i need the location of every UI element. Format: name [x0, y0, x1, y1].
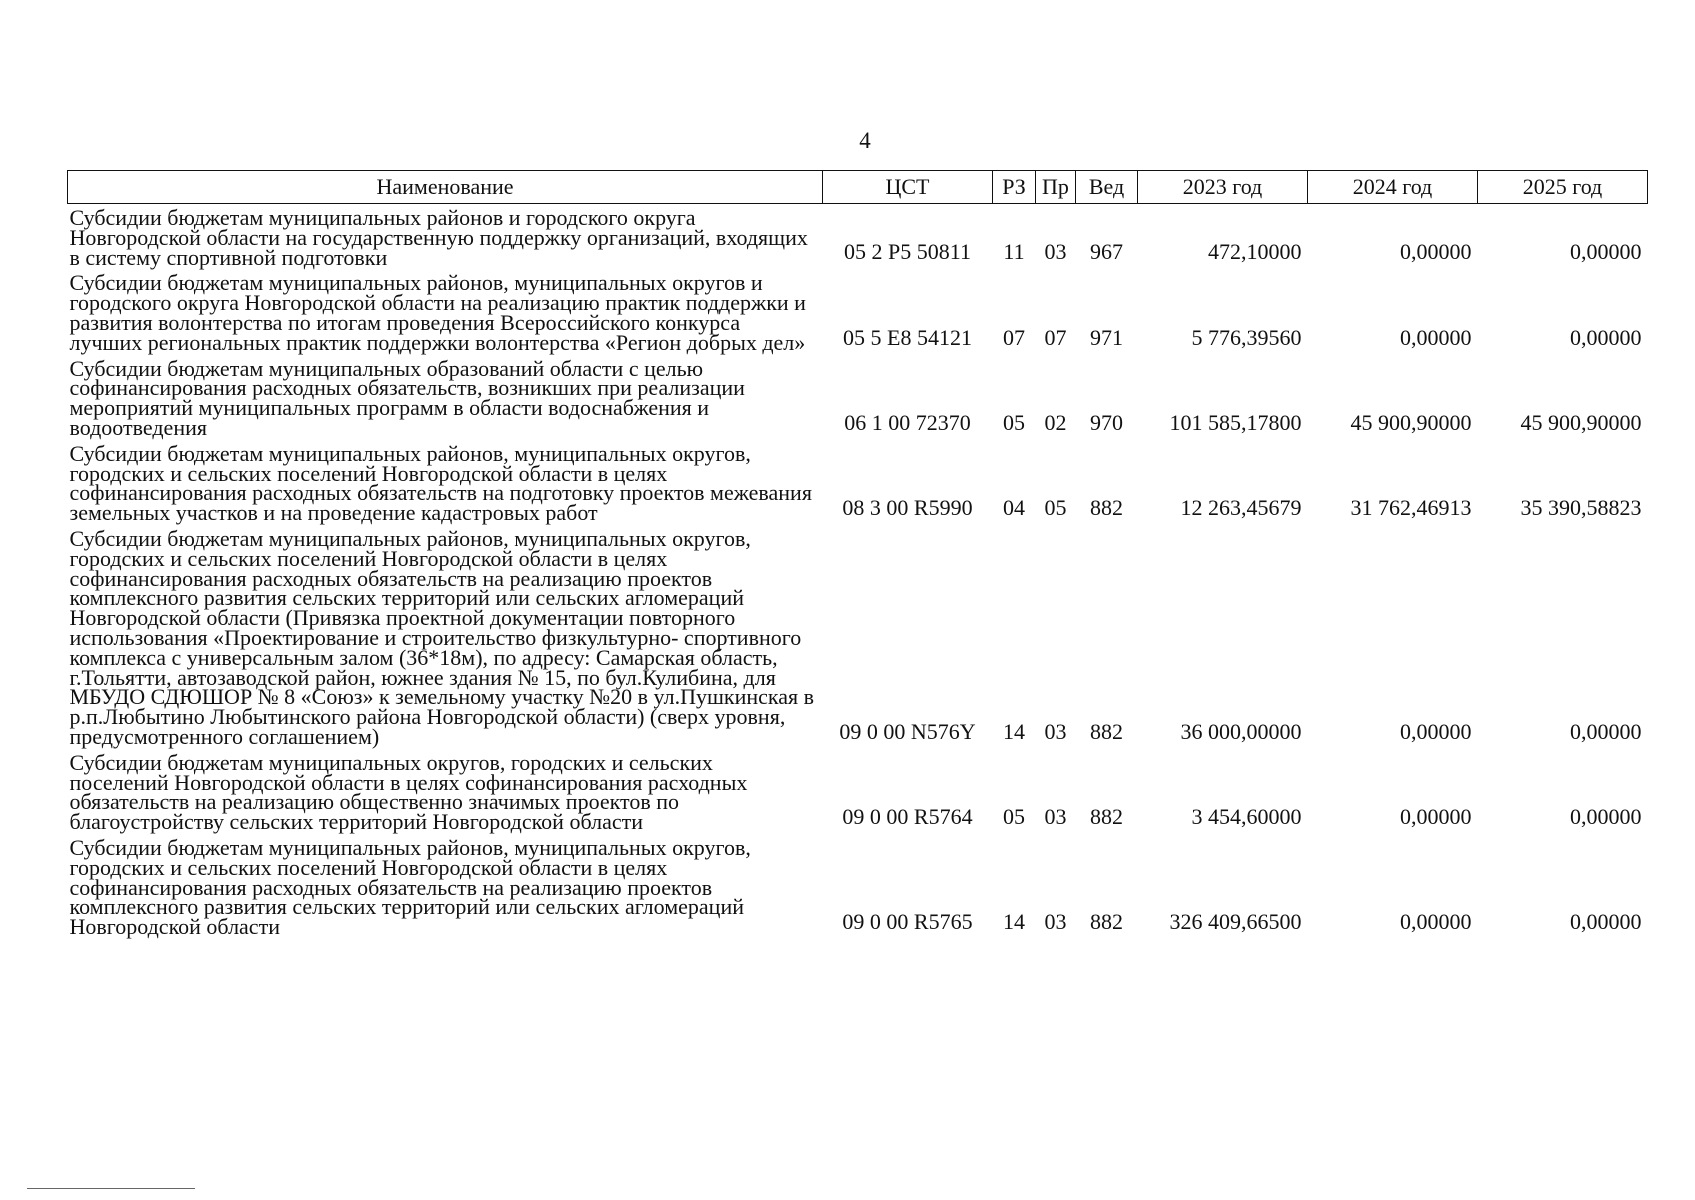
row-ved: 882 [1090, 803, 1123, 829]
header-2024: 2024 год [1308, 171, 1478, 204]
table-row [68, 269, 1648, 354]
row-ved: 882 [1090, 718, 1123, 744]
row-ved: 882 [1090, 494, 1123, 520]
row-name: Субсидии бюджетам муниципальных районов, муниципальных округов и городского округа Новгородской области на реализацию практик поддержки и развития волонтерства по итогам проведения Всероссийского конкурса лучших региональных практик поддержки волонтерства «Регион добрых дел» [69, 270, 806, 355]
row-2024: 0,00000 [1400, 803, 1472, 829]
row-name: Субсидии бюджетам муниципальных образований области с целью софинансирования расходных обязательств, возникших при реализации мероприятий муниципальных программ в области водоснабжения и водоотведения [69, 355, 745, 440]
row-rz: 11 [1003, 239, 1025, 265]
table-row [68, 749, 1648, 834]
row-2025: 0,00000 [1570, 908, 1642, 934]
row-rz: 14 [1003, 718, 1025, 744]
row-pr: 02 [1044, 409, 1067, 435]
row-2025: 0,00000 [1570, 239, 1642, 265]
row-2024: 31 762,46913 [1350, 494, 1472, 520]
row-2023: 3 454,60000 [1191, 803, 1302, 829]
row-2025: 0,00000 [1570, 803, 1642, 829]
header-name: Наименование [68, 171, 823, 204]
row-2024: 0,00000 [1400, 324, 1472, 350]
row-rz: 05 [1003, 409, 1025, 435]
row-pr: 07 [1044, 324, 1067, 350]
row-2025: 35 390,58823 [1520, 494, 1642, 520]
row-2023: 472,10000 [1208, 239, 1302, 265]
row-ved: 970 [1090, 409, 1123, 435]
row-2023: 12 263,45679 [1180, 494, 1302, 520]
budget-table [67, 170, 1648, 939]
row-cst: 05 2 P5 50811 [844, 239, 971, 265]
row-pr: 05 [1044, 494, 1067, 520]
row-2024: 0,00000 [1400, 718, 1472, 744]
table-row [68, 355, 1648, 440]
row-pr: 03 [1044, 718, 1067, 744]
row-cst: 09 0 00 R5765 [842, 908, 973, 934]
row-name: Субсидии бюджетам муниципальных районов, муниципальных округов, городских и сельских поселений Новгородской области в целях софинансирования расходных обязательств на реализацию проектов комплексного развития сельских территорий или сельских агломераций Новгородской области (Привязка проектной документации повторного использования «Проектирование и строительство физкультурно- спортивного комплекса с универсальным залом (36*18м), по адресу: Самарская область, г.Тольятти, автозаводской район, южнее здания № 15, по бул.Кулибина, для МБУДО СДЮШОР № 8 «Союз» к земельному участку №20 в ул.Пушкинская в р.п.Любытино Любытинского района Новгородской области) (сверх уровня, предусмотренного соглашением) [69, 525, 815, 749]
header-ved: Вед [1076, 171, 1138, 204]
footer-divider [27, 1188, 195, 1189]
row-ved: 882 [1090, 908, 1123, 934]
table-row [68, 440, 1648, 525]
header-2025: 2025 год [1478, 171, 1648, 204]
row-rz: 14 [1003, 908, 1025, 934]
row-2023: 101 585,17800 [1169, 409, 1302, 435]
header-2023: 2023 год [1138, 171, 1308, 204]
row-pr: 03 [1044, 908, 1067, 934]
table-row [68, 204, 1648, 270]
table-row [68, 525, 1648, 749]
page-number: 4 [859, 128, 871, 153]
row-cst: 06 1 00 72370 [844, 409, 971, 435]
row-2023: 5 776,39560 [1191, 324, 1302, 350]
header-cst: ЦСТ [823, 171, 993, 204]
row-cst: 05 5 E8 54121 [843, 324, 972, 350]
table-row [68, 834, 1648, 939]
row-2023: 36 000,00000 [1180, 718, 1302, 744]
row-2023: 326 409,66500 [1169, 908, 1302, 934]
row-pr: 03 [1044, 239, 1067, 265]
row-name: Субсидии бюджетам муниципальных округов, городских и сельских поселений Новгородской области в целях софинансирования расходных обязательств на реализацию общественно значимых проектов по благоустройству сельских территорий Новгородской области [69, 749, 748, 835]
row-2025: 0,00000 [1570, 324, 1642, 350]
row-name: Субсидии бюджетам муниципальных районов и городского округа Новгородской области на государственную поддержку организаций, входящих в систему спортивной подготовки [69, 205, 808, 270]
row-2024: 0,00000 [1400, 908, 1472, 934]
row-cst: 08 3 00 R5990 [842, 494, 973, 520]
table-header [68, 171, 1648, 204]
header-pr: Пр [1036, 171, 1076, 204]
row-ved: 967 [1090, 239, 1123, 265]
row-ved: 971 [1090, 324, 1123, 350]
row-2025: 45 900,90000 [1520, 409, 1642, 435]
row-rz: 07 [1003, 324, 1025, 350]
row-pr: 03 [1044, 803, 1067, 829]
row-rz: 05 [1003, 803, 1025, 829]
row-name: Субсидии бюджетам муниципальных районов, муниципальных округов, городских и сельских поселений Новгородской области в целях софинансирования расходных обязательств на подготовку проектов межевания земельных участков и на проведение кадастровых работ [69, 440, 812, 526]
row-cst: 09 0 00 N576Y [839, 718, 976, 744]
header-rz: РЗ [993, 171, 1036, 204]
row-cst: 09 0 00 R5764 [842, 803, 973, 829]
row-2025: 0,00000 [1570, 718, 1642, 744]
row-rz: 04 [1003, 494, 1025, 520]
row-2024: 0,00000 [1400, 239, 1472, 265]
row-name: Субсидии бюджетам муниципальных районов, муниципальных округов, городских и сельских поселений Новгородской области в целях софинансирования расходных обязательств на реализацию проектов комплексного развития сельских территорий или сельских агломераций Новгородской области [69, 834, 751, 940]
row-2024: 45 900,90000 [1350, 409, 1472, 435]
